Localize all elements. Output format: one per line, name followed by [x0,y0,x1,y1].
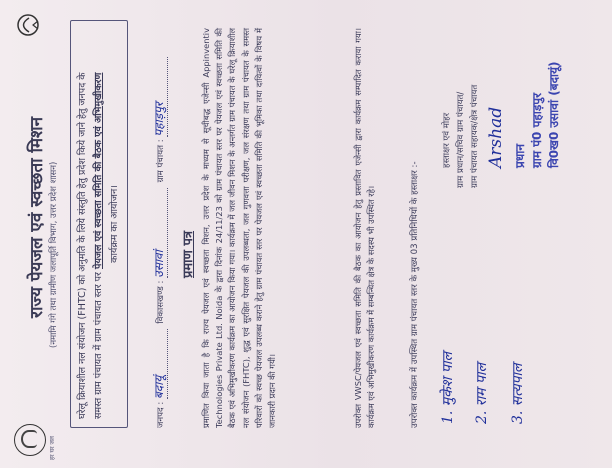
jal-jeevan-mission-logo-icon [14,424,46,456]
sign-label-1: हस्ताक्षर एवं मोहर [442,112,452,168]
attendance-label: उपरोक्त कार्यक्रम में उपस्थित ग्राम पंचायत स्तर के मुख्य 03 प्रतिनिधियों के हस्ताक्षर :- [410,161,420,428]
block-value: उसावां [150,188,168,278]
attendee-2: 2. राम पाल [474,362,490,424]
location-row: जनपद : बदायूं विकासखण्ड : उसावां ग्राम पंचायत : पहाड़पुर [150,57,168,428]
attendee-1: 1. मुकेश पाल [440,352,456,424]
document-title: राज्य पेयजल एवं स्वच्छता मिशन [27,116,47,318]
document-subtitle: (नमामि गंगे तथा ग्रामीण जलापूर्ति विभाग, उत्तर प्रदेश शासन) [49,161,59,348]
up-govt-emblem-icon [16,12,44,38]
logo-caption: हर घर जल [49,436,56,460]
stamp-line-3: वि0ख0 उसावां (बदायूं) [547,61,561,168]
block-label: विकासखण्ड [156,286,166,324]
attendee-3: 3. सत्यपाल [510,363,526,424]
stamp-line-2: ग्राम पं0 पहाड़पुर [530,92,544,168]
signature: Arshad [486,106,506,168]
subject-line-1: घरेलू क्रियाशील नल संयोजन (FHTC) को अनुमति के लिये संस्तुति हेतु प्रदेश किये जाने हेतु जनपद के [77,72,88,419]
sign-label-2: ग्राम प्रधान/सचिव ग्राम पंचायत/ [456,91,466,188]
sign-label-3: ग्राम पंचायत सहायक/क्षेत्र पंचायत [470,84,480,188]
subject-underlined: पेयजल एवं स्वच्छता समिति की बैठक एवं अभिमुखीकरण [93,72,104,270]
certificate-heading: प्रमाण पत्र [181,230,196,278]
certificate-paragraph-1: प्रमाणित किया जाता है कि राज्य पेयजल एवं स्वच्छता मिशन, उत्तर प्रदेश के माध्यम से सूचीबद्ध एजेन्सी Appinventiv Technologies Private Ltd. Noida के द्वारा दिनांक 24/11/23 को ग्राम पंचायत स्तर पर पेयजल एवं स्वच्छता समिति की बैठक एवं अभिमुखीकरण कार्यक्रम का आयोजन किया गया। कार्यक्रम में जल जीवन मिशन के अन्तर्गत ग्राम पंचायत के घरेलू क्रियाशील नल संयोजन (FHTC), शुद्ध एवं सुरक्षित पेयजल की उपलब्धता, जल गुणवत्ता परीक्षण, जल संरक्षण तथा ग्राम पंचायत के समस्त परिवारों को स्वच्छ पेयजल उपलब्ध कराने हेतु ग्राम पंचायत स्तर पर पेयजल एवं स्वच्छता समिति की भूमिका तथा दायित्वों के विषय में जानकारी प्रदान की गयी। [201,28,278,428]
gp-label: ग्राम पंचायत [156,145,166,183]
gp-value: पहाड़पुर [150,57,168,137]
subject-line-3: कार्यक्रम का आयोजन। [109,185,120,263]
stamp-line-1: प्रधान [513,144,527,168]
official-stamp [512,62,563,169]
certificate-paragraph-2: उपरोक्त VWSC/पेयजल एवं स्वच्छता समिति की बैठक का आयोजन हेतु प्रस्तावित एजेन्सी द्वारा कार्यक्रम सम्पादित कराया गया। कार्यक्रम एवं अभिमुखीकरण कार्यक्रम में सम्बन्धित क्षेत्र के सदस्य भी उपस्थित रहे। [353,28,377,428]
subject-line-2: समस्त ग्राम पंचायत में ग्राम पंचायत स्तर पर [93,272,104,419]
district-value: बदायूं [150,329,168,399]
district-label: जनपद [156,407,166,428]
subject-box [70,20,128,428]
